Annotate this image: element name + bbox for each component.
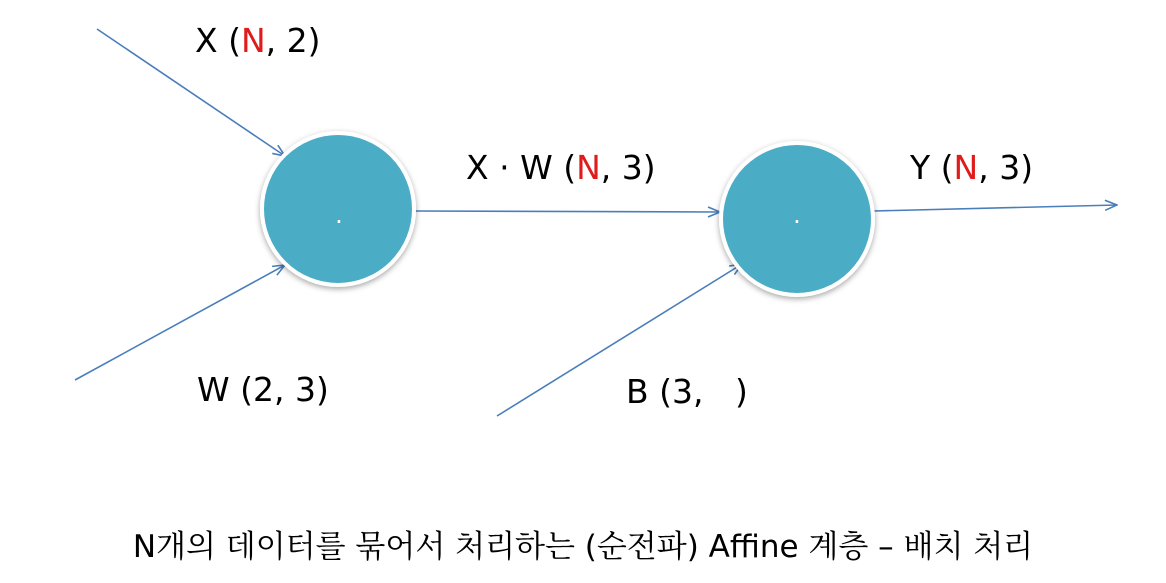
edge-xw [414,211,720,212]
x-input-label-prefix: X ( [195,21,241,60]
x-input-label-batch: N [240,21,266,60]
edge-w-input [75,265,285,380]
y-output-label-batch: N [953,148,979,187]
xw-edge-label [466,148,656,187]
xw-edge-label-prefix: X · W ( [466,148,577,187]
dot-product-node-symbol: · [335,208,343,236]
xw-edge-label-suffix: , 3) [600,148,656,187]
b-input-label: B (3, ) [626,372,748,411]
y-output-label-prefix: Y ( [910,148,954,187]
add-node-symbol: · [793,208,801,236]
y-output-label-suffix: , 3) [978,148,1034,187]
w-input-label: W (2, 3) [197,370,329,409]
diagram-caption: N개의 데이터를 묶어서 처리하는 (순전파) Affine 계층 – 배치 처리 [132,529,1034,565]
y-output-label [910,148,1034,187]
x-input-label [195,21,321,60]
x-input-label-suffix: , 2) [265,21,321,60]
xw-edge-label-batch: N [576,148,601,187]
edge-y-output [874,205,1117,211]
